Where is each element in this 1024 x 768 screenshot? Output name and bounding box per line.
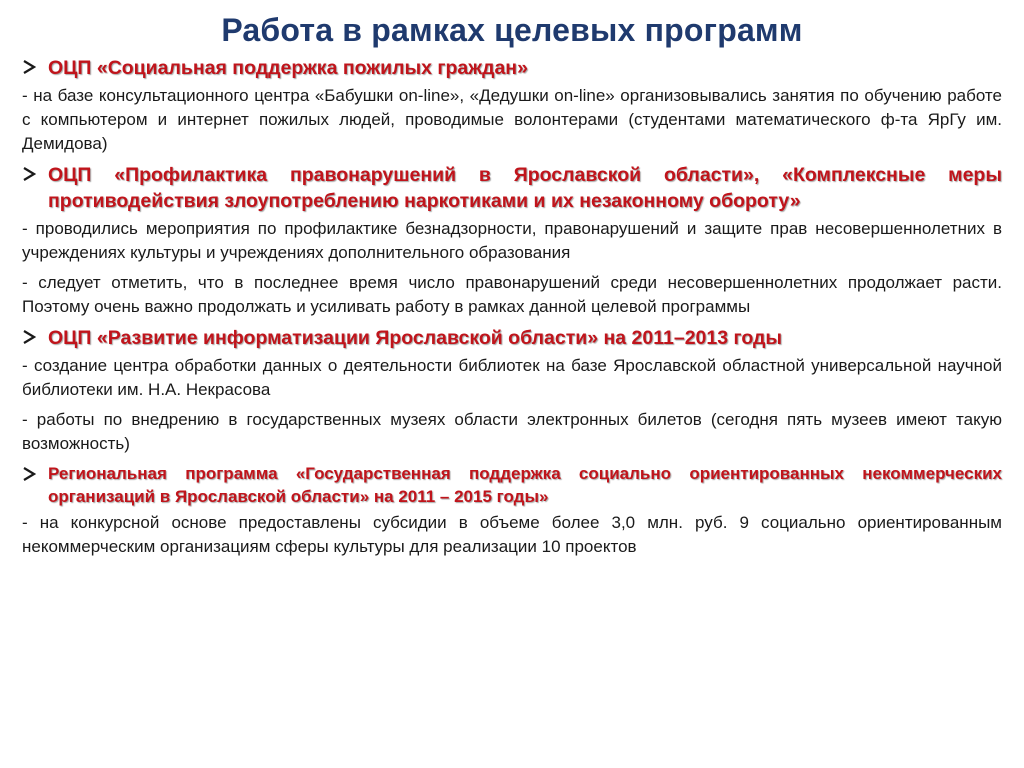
section-heading-4	[22, 462, 1002, 508]
section-paragraph: - на базе консультационного центра «Бабушки on-line», «Дедушки on-line» организовывались занятия по обучению работе с компьютером и интернет пожилых людей, проводимые волонтерами (студентами математического ф-та ЯрГу им. Демидова)	[22, 86, 1002, 153]
arrowhead-bullet-icon	[22, 462, 48, 486]
arrowhead-bullet-icon	[22, 55, 48, 79]
section-heading-text: ОЦП «Развитие информатизации Ярославской области» на 2011–2013 годы	[48, 327, 783, 349]
section-heading-text: ОЦП «Социальная поддержка пожилых граждан»	[48, 57, 528, 79]
section-paragraph: - на конкурсной основе предоставлены субсидии в объеме более 3,0 млн. руб. 9 социально ориентированным некоммерческим организациям сферы культуры для реализации 10 проектов	[22, 513, 1002, 556]
arrowhead-bullet-icon	[22, 325, 48, 349]
section-heading-3	[22, 325, 1002, 351]
section-paragraph: - работы по внедрению в государственных музеях области электронных билетов (сегодня пять музеев имеют такую возможность)	[22, 410, 1002, 453]
section-heading-text: ОЦП «Профилактика правонарушений в Ярославской области», «Комплексные меры противодействия злоупотреблению наркотиками и их незаконному обороту»	[48, 164, 1002, 212]
section-heading-text: Региональная программа «Государственная поддержка социально ориентированных некоммерческих организаций в Ярославской области» на 2011 – 2015 годы»	[48, 464, 1002, 506]
slide-title: Работа в рамках целевых программ	[221, 12, 803, 48]
section-paragraph: - создание центра обработки данных о деятельности библиотек на базе Ярославской областной универсальной научной библиотеки им. Н.А. Некрасова	[22, 356, 1002, 399]
section-paragraph: - проводились мероприятия по профилактике безнадзорности, правонарушений и защите прав несовершеннолетних в учреждениях культуры и учреждениях дополнительного образования	[22, 219, 1002, 262]
arrowhead-bullet-icon	[22, 162, 48, 186]
section-paragraph: - следует отметить, что в последнее время число правонарушений среди несовершеннолетних продолжает расти. Поэтому очень важно продолжать и усиливать работу в рамках данной целевой программы	[22, 273, 1002, 316]
section-heading-2	[22, 162, 1002, 214]
section-heading-1	[22, 55, 1002, 81]
